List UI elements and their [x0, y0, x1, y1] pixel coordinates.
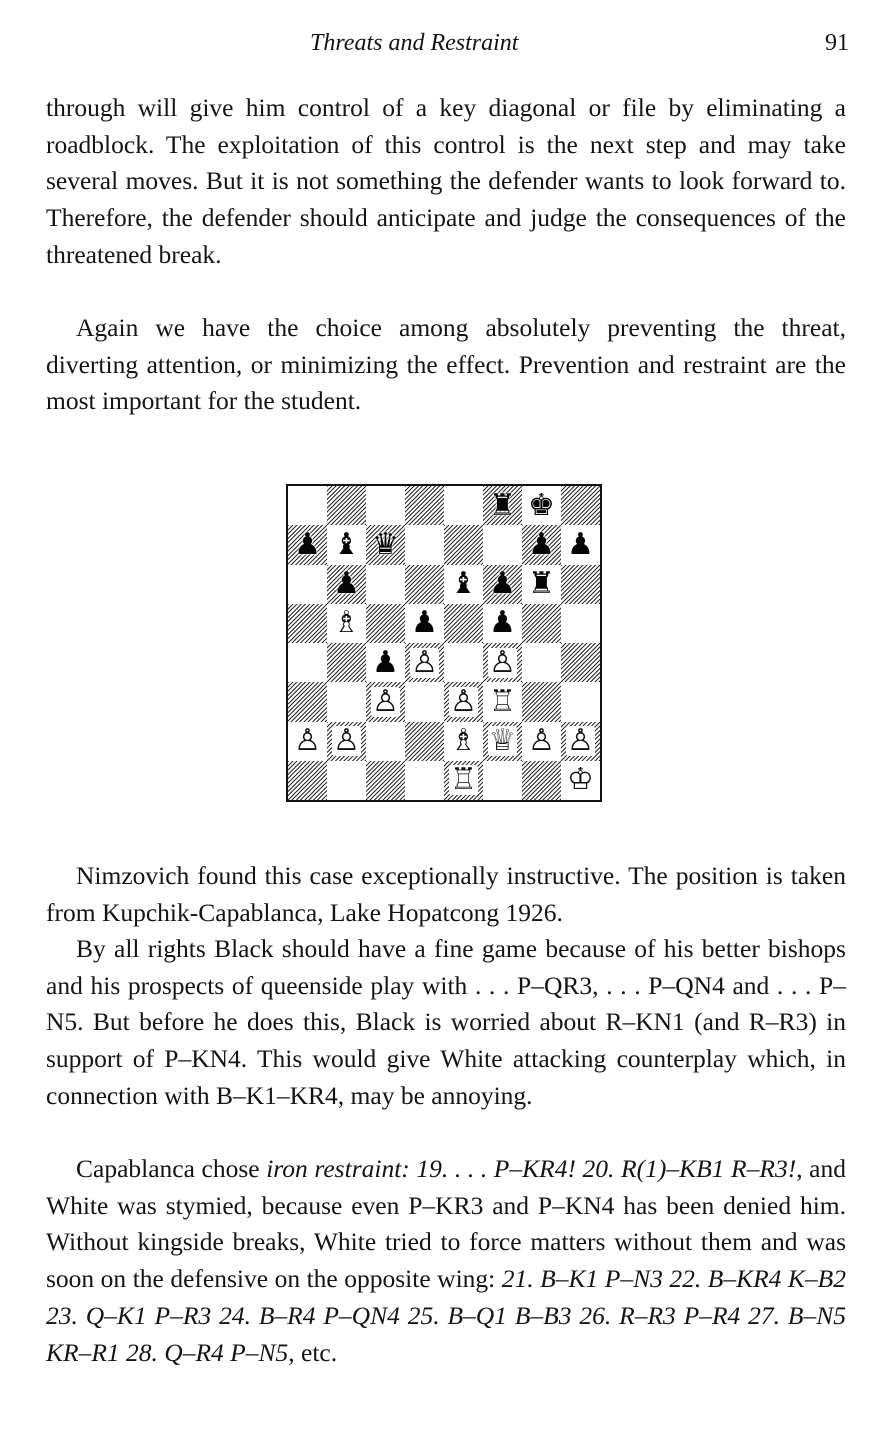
page-header: [0, 26, 893, 62]
square-f2: [483, 722, 522, 761]
square-g7: [522, 525, 561, 564]
square-c6: [366, 565, 405, 604]
square-e4: [444, 643, 483, 682]
square-f4: [483, 643, 522, 682]
black-piece-icon: ♟: [333, 566, 360, 602]
square-c4: [366, 643, 405, 682]
square-c5: [366, 604, 405, 643]
square-b5: [327, 604, 366, 643]
square-e2: [444, 722, 483, 761]
white-piece-icon: ♙: [489, 644, 516, 680]
square-g8: [522, 486, 561, 525]
square-b6: [327, 565, 366, 604]
white-piece-icon: ♙: [411, 644, 438, 680]
square-b7: [327, 525, 366, 564]
paragraph-prevention: Again we have the choice among absolutely preventing the threat, diverting attention, or minimizing the effect. Prevention and restraint are the most important for the student.: [46, 313, 846, 416]
square-f3: [483, 682, 522, 721]
square-h8: [561, 486, 600, 525]
square-d3: [405, 682, 444, 721]
square-d1: [405, 761, 444, 800]
square-c8: [366, 486, 405, 525]
square-h2: [561, 722, 600, 761]
white-piece-icon: ♖: [450, 762, 477, 798]
square-g4: [522, 643, 561, 682]
text-run: , and White was stymied, because even P–KR3 and P–KN4 has been denied him. Without kingside breaks, White tried to force matters without them and was soon on the defensive on the opposite wing:: [46, 1154, 846, 1294]
white-piece-icon: ♙: [450, 683, 477, 719]
square-c3: [366, 682, 405, 721]
square-a8: [288, 486, 327, 525]
square-d5: [405, 604, 444, 643]
square-b8: [327, 486, 366, 525]
paragraph-continuation: through will give him control of a key diagonal or file by eliminating a roadblock. The exploitation of this control is the next step and may take several moves. But it is not something the defender wants to look forward to. Therefore, the defender should anticipate and judge the consequences of the threatened break.: [46, 93, 846, 269]
white-piece-icon: ♗: [333, 605, 360, 641]
white-piece-icon: ♙: [294, 723, 321, 759]
paragraph-source-game: Nimzovich found this case exceptionally instructive. The position is taken from Kupchik-Capablanca, Lake Hopatcong 1926.: [46, 861, 846, 927]
square-e6: [444, 565, 483, 604]
square-e8: [444, 486, 483, 525]
square-a3: [288, 682, 327, 721]
text-run: , etc.: [288, 1337, 338, 1367]
black-piece-icon: ♟: [372, 644, 399, 680]
square-e7: [444, 525, 483, 564]
black-piece-icon: ♟: [528, 526, 555, 562]
black-piece-icon: ♛: [372, 526, 399, 562]
white-piece-icon: ♙: [528, 723, 555, 759]
square-c1: [366, 761, 405, 800]
square-h5: [561, 604, 600, 643]
square-a4: [288, 643, 327, 682]
square-f6: [483, 565, 522, 604]
square-a2: [288, 722, 327, 761]
square-h4: [561, 643, 600, 682]
square-h3: [561, 682, 600, 721]
white-piece-icon: ♙: [567, 723, 594, 759]
black-piece-icon: ♟: [489, 566, 516, 602]
white-piece-icon: ♙: [372, 683, 399, 719]
square-e1: [444, 761, 483, 800]
page-number: 91: [825, 30, 849, 56]
square-a7: [288, 525, 327, 564]
white-piece-icon: ♙: [333, 723, 360, 759]
white-piece-icon: ♗: [450, 723, 477, 759]
black-piece-icon: ♟: [567, 526, 594, 562]
square-e5: [444, 604, 483, 643]
move-sequence: iron restraint: 19. . . . P–KR4! 20. R(1)–KB1 R–R3!: [266, 1154, 797, 1183]
square-d4: [405, 643, 444, 682]
running-head: Threats and Restraint: [310, 30, 519, 56]
square-g1: [522, 761, 561, 800]
paragraph-game-continuation: [46, 1151, 846, 1371]
square-e3: [444, 682, 483, 721]
square-h6: [561, 565, 600, 604]
square-b1: [327, 761, 366, 800]
square-b3: [327, 682, 366, 721]
black-piece-icon: ♚: [528, 487, 555, 523]
black-piece-icon: ♟: [411, 605, 438, 641]
black-piece-icon: ♝: [333, 526, 360, 562]
white-piece-icon: ♕: [489, 723, 516, 759]
square-f5: [483, 604, 522, 643]
square-h7: [561, 525, 600, 564]
square-d7: [405, 525, 444, 564]
square-d6: [405, 565, 444, 604]
square-c7: [366, 525, 405, 564]
square-g2: [522, 722, 561, 761]
text-run: Capablanca chose: [76, 1154, 267, 1183]
chess-diagram: [286, 484, 602, 802]
square-g5: [522, 604, 561, 643]
black-piece-icon: ♟: [294, 526, 321, 562]
square-f7: [483, 525, 522, 564]
black-piece-icon: ♝: [450, 566, 477, 602]
black-piece-icon: ♜: [489, 487, 516, 523]
move-sequence: 21. B–K1 P–N3 22. B–KR4 K–B2 23. Q–K1 P–R3 24. B–R4 P–QN4 25. B–Q1 B–B3 26. R–R3 P–R4 27. B–N5 KR–R1 28. Q–R4 P–N5: [46, 1264, 847, 1367]
square-b4: [327, 643, 366, 682]
square-g3: [522, 682, 561, 721]
square-h1: [561, 761, 600, 800]
black-piece-icon: ♟: [489, 605, 516, 641]
white-piece-icon: ♔: [567, 762, 594, 798]
white-piece-icon: ♖: [489, 683, 516, 719]
square-f1: [483, 761, 522, 800]
square-f8: [483, 486, 522, 525]
black-piece-icon: ♜: [528, 566, 555, 602]
square-b2: [327, 722, 366, 761]
square-a1: [288, 761, 327, 800]
square-d2: [405, 722, 444, 761]
square-g6: [522, 565, 561, 604]
square-a5: [288, 604, 327, 643]
square-a6: [288, 565, 327, 604]
paragraph-analysis: By all rights Black should have a fine game because of his better bishops and his prospects of queenside play with . . . P–QR3, . . . P–QN4 and . . . P–N5. But before he does this, Black is worried about R–KN1 (and R–R3) in support of P–KN4. This would give White attacking counterplay which, in connection with B–K1–KR4, may be annoying.: [46, 934, 846, 1110]
square-c2: [366, 722, 405, 761]
square-d8: [405, 486, 444, 525]
